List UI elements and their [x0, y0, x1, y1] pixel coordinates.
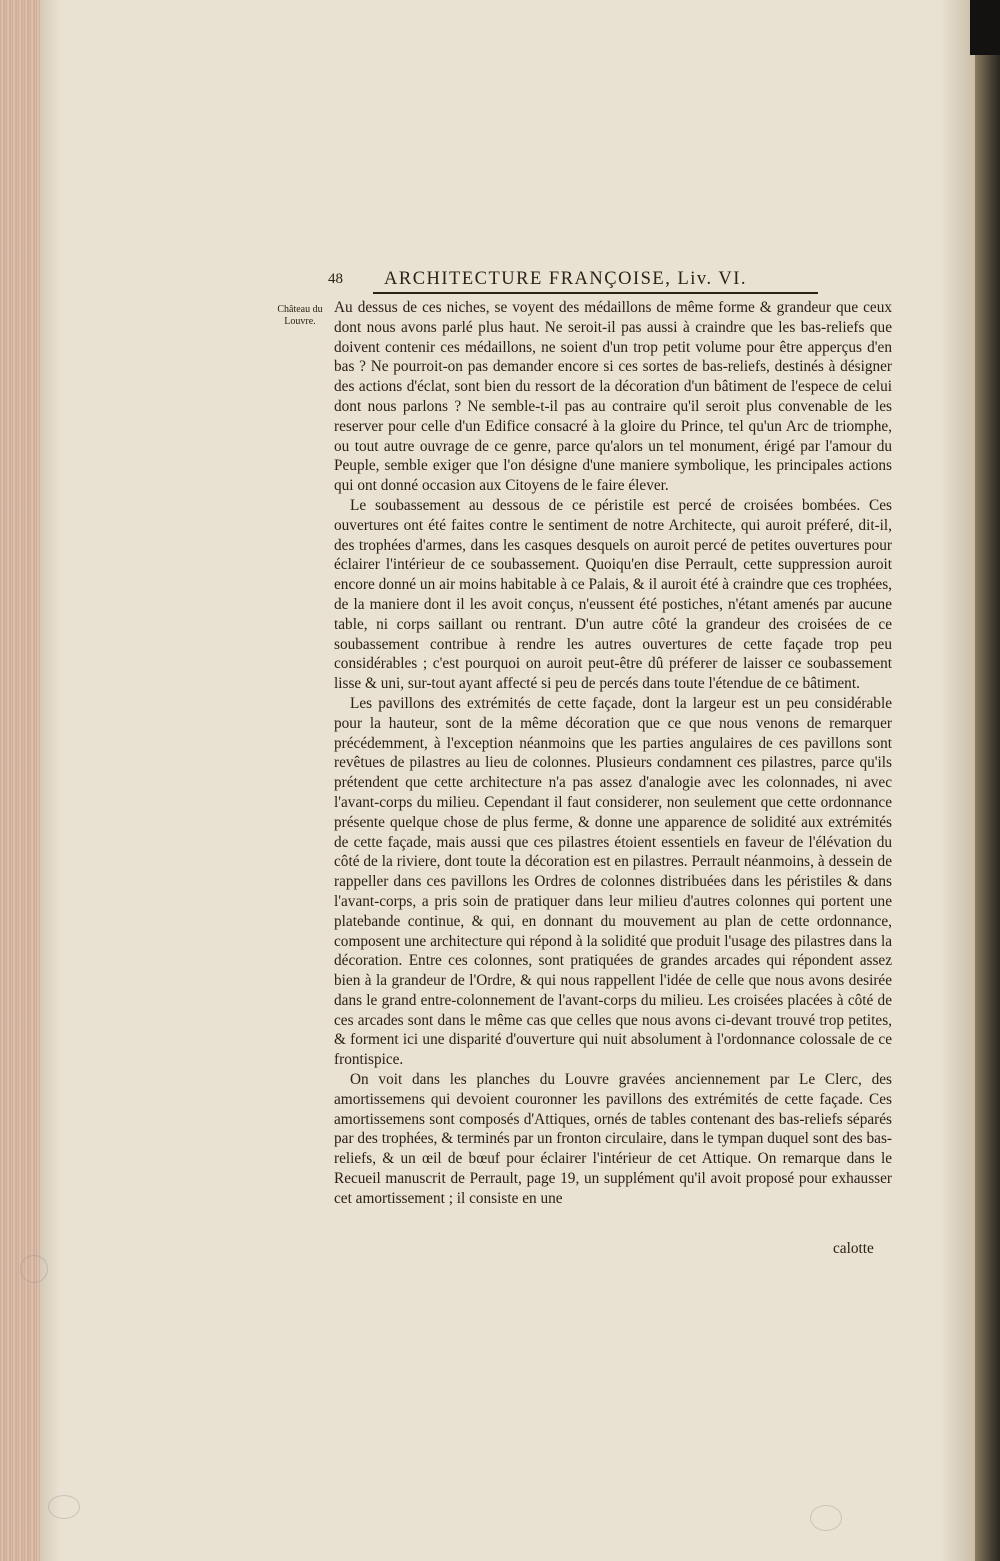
paragraph: On voit dans les planches du Louvre gravées anciennement par Le Clerc, des amortissemens qui devoient couronner les pavillons des extrémités de cette façade. Ces amortissemens sont composés d'Attiques, ornés de tables contenant des bas-reliefs séparés par des trophées, & terminés par un fronton circulaire, dans le tympan duquel sont des bas-reliefs, & un œil de bœuf pour éclairer l'intérieur de cet Attique. On remarque dans le Recueil manuscrit de Perrault, page 19, un supplément qu'il avoit proposé pour exhausser cet amortissement ; il consiste en une: [334, 1071, 892, 1207]
page-header: [328, 269, 823, 295]
body-text: [334, 298, 892, 1209]
stain-mark: [20, 1255, 48, 1283]
page-edge-right: [975, 0, 1000, 1561]
margin-note: Château du Louvre.: [277, 304, 323, 327]
paragraph: Le soubassement au dessous de ce péristile est percé de croisées bombées. Ces ouvertures ont été faites contre le sentiment de notre Architecte, qui auroit préferé, dit-il, des trophées d'armes, dans les casques desquels on auroit percé de petites ouvertures pour éclairer l'intérieur de ce soubassement. Quoiqu'en dise Perrault, cette suppression auroit encore donné un air moins habitable à ce Palais, & il auroit été à craindre que ces trophées, de la maniere dont il les avoit conçus, n'eussent été postiches, n'étant amenés par aucune table, ni corps saillant ou rentrant. D'un autre côté la grandeur des croisées de ce soubassement contribue à rendre les autres ouvertures de cette façade trop peu considérables ; c'est pourquoi on auroit peut-être dû préferer de laisser ce soubassement lisse & uni, sur-tout ayant affecté si peu de percés dans toute l'étendue de ce bâtiment.: [334, 496, 892, 693]
stain-mark: [48, 1495, 80, 1519]
catchword: calotte: [833, 1240, 874, 1257]
stain-mark: [810, 1505, 842, 1531]
gutter-shadow-right: [940, 0, 975, 1561]
paragraph: Les pavillons des extrémités de cette façade, dont la largeur est un peu considérable pour la hauteur, sont de la même décoration que ce que nous venons de remarquer précédemment, à l'exception néanmoins que les parties angulaires de ces pavillons sont revêtues de pilastres au lieu de colonnes. Plusieurs condamnent ces pilastres, parce qu'ils prétendent que cette architecture n'a pas assez d'analogie avec les colonnades, ni avec l'avant-corps du milieu. Cependant il faut considerer, non seulement que cette ordonnance présente quelque chose de plus ferme, & donne une apparence de solidité aux extrémités de cette façade, mais aussi que ces pilastres étoient essentiels en faveur de l'élévation du côté de la riviere, dont toute la décoration est en pilastres. Perrault néanmoins, à dessein de rappeller dans ces pavillons les Ordres de colonnes distribuées dans les péristiles & dans l'avant-corps, a pris soin de pratiquer dans leur milieu d'autres colonnes qui portent une platebande continue, & qui, en donnant du mouvement au plan de cette ordonnance, composent une architecture qui répond à la solidité que produit l'usage des pilastres dans la décoration. Entre ces colonnes, sont pratiquées de grandes arcades qui répondent assez bien à la grandeur de l'Ordre, & qui nous rappellent l'idée de celle que nous avons desirée dans le grand entre-colonnement de l'avant-corps du milieu. Les croisées placées à côté de ces arcades sont dans le même cas que celles que nous avons ci-devant trouvé trop petites, & forment ici une disparité d'ouverture qui nuit absolument à l'ordonnance colossale de ce frontispice.: [334, 694, 892, 1069]
header-rule: [373, 292, 818, 294]
page-number: 48: [328, 271, 343, 287]
gutter-shadow-left: [40, 0, 60, 1561]
running-head: ARCHITECTURE FRANÇOISE, Liv. VI.: [384, 269, 748, 289]
paragraph: Au dessus de ces niches, se voyent des médaillons de même forme & grandeur que ceux dont nous avons parlé plus haut. Ne seroit-il pas aussi à craindre que les bas-reliefs que doivent contenir ces médaillons, ne soient d'un trop petit volume pour être apperçus d'en bas ? Ne pourroit-on pas demander encore si ces sortes de bas-reliefs, destinés à désigner des actions d'éclat, sont bien du ressort de la décoration d'un bâtiment de l'espece de celui dont nous parlons ? Ne semble-t-il pas au contraire qu'il seroit plus convenable de les reserver pour celle d'un Edifice consacré à la gloire du Prince, tel qu'un Arc de triomphe, ou tout autre ouvrage de ce genre, parce qu'alors un tel monument, érigé par l'amour du Peuple, semble exiger que l'on désigne d'une maniere symbolique, les principales actions qui ont donné occasion aux Citoyens de le faire élever.: [334, 299, 892, 495]
page-stack-edge-left: [0, 0, 40, 1561]
background-corner: [970, 0, 1000, 55]
